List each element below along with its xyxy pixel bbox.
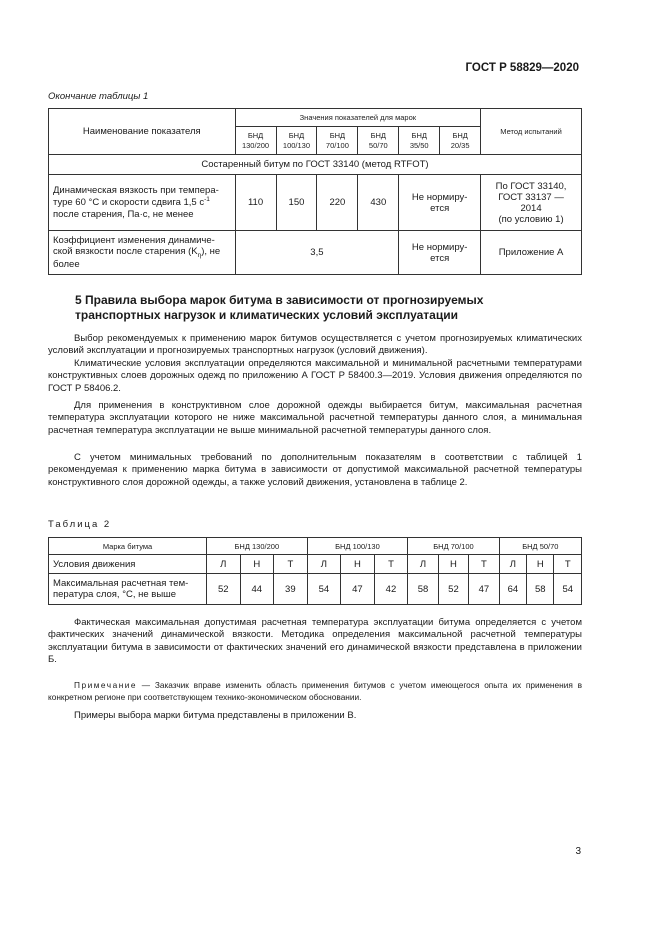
col-header-method: Метод испытаний <box>481 109 582 155</box>
grade-header: БНД 35/50 <box>399 127 440 155</box>
table-cell: 47 <box>469 574 500 605</box>
table-cell: Т <box>554 555 582 574</box>
table-cell: 64 <box>499 574 526 605</box>
table-cell: Т <box>469 555 500 574</box>
table-cell: 54 <box>554 574 582 605</box>
table-cell: 52 <box>438 574 468 605</box>
table-cell: Л <box>408 555 438 574</box>
table-1 <box>48 108 582 275</box>
table-cell: Н <box>438 555 468 574</box>
table-cell: Т <box>274 555 308 574</box>
not-normalized-cell: Не нормиру- ется <box>399 231 481 275</box>
table-cell: 42 <box>374 574 408 605</box>
col-header-grade: Марка битума <box>49 538 207 555</box>
grade-header: БНД 130/200 <box>235 127 276 155</box>
paragraph: Выбор рекомендуемых к применению марок битумов осуществляется с учетом прогнозируемых климатических условий эксплуатации и прогнозируемых транспортных нагрузок (условий движения). <box>48 333 582 357</box>
page-number: 3 <box>575 846 581 857</box>
table-2-caption: Таблица 2 <box>48 519 112 530</box>
note-label: Примечание <box>74 680 138 690</box>
col-header-values: Значения показателей для марок <box>235 109 481 127</box>
grade-header: БНД 130/200 <box>207 538 308 555</box>
value-cell: 430 <box>358 175 399 231</box>
method-cell: Приложение А <box>481 231 582 275</box>
grade-header: БНД 70/100 <box>408 538 499 555</box>
row-viscosity-coefficient-label: Коэффициент изменения динамиче- ской вязкости после старения $(K_\eta)$, не более <box>49 231 236 275</box>
note-text: — Заказчик вправе изменить область применения битумов с учетом имеющегося опыта их применения в конкретном регионе при соответствующем технико-экономическом обосновании. <box>48 680 582 702</box>
paragraph: С учетом минимальных требований по дополнительным показателям в соответствии с таблицей 1 рекомендуемая к применению марка битума в зависимости от допустимой максимальной расчетной температуры конструктивного слоя дорожной одежды, а также условий движения, установлена в таблице 2. <box>48 452 582 488</box>
row-dynamic-viscosity-label: Динамическая вязкость при темпера- туре 60 °C и скорости сдвига 1,5 $с^{-1}$ после старения, Па·с, не менее <box>49 175 236 231</box>
table-cell: Л <box>307 555 341 574</box>
paragraph: Фактическая максимальная допустимая расчетная температура эксплуатации битума определяется с учетом фактических значений динамической вязкости. Методика определения максимальной расчетной температуры эксплуатации битума в зависимости от фактических значений его динамической вязкости представлена в приложении Б. <box>48 617 582 666</box>
table-2 <box>48 537 582 605</box>
paragraph: Климатические условия эксплуатации определяются максимальной и минимальной расчетными температурами конструктивных слоев дорожных одежд по приложению А ГОСТ Р 58400.3—2019. Условия движения определяются по ГОСТ Р 58406.2. <box>48 358 582 394</box>
table-cell: Л <box>207 555 241 574</box>
paragraph: Для применения в конструктивном слое дорожной одежды выбирается битум, максимальная расчетная температура эксплуатации которого не ниже максимальной расчетной температуры данного слоя, а минимальная расчетная температура эксплуатации не выше минимальной расчетной температуры данного слоя. <box>48 400 582 436</box>
section-5-title: 5 Правила выбора марок битума в зависимости от прогнозируемых транспортных нагрузок и климатических условий эксплуатации <box>75 293 484 322</box>
table-cell: 58 <box>408 574 438 605</box>
value-cell: 150 <box>276 175 317 231</box>
table-cell: Н <box>527 555 554 574</box>
document-id: ГОСТ Р 58829—2020 <box>465 62 579 74</box>
value-cell: 110 <box>235 175 276 231</box>
section-row-aged-bitumen: Состаренный битум по ГОСТ 33140 (метод RTFOT) <box>49 155 582 175</box>
table-cell: 54 <box>307 574 341 605</box>
grade-header: БНД 20/35 <box>440 127 481 155</box>
grade-header: БНД 50/70 <box>358 127 399 155</box>
table-cell: 39 <box>274 574 308 605</box>
note <box>48 680 582 703</box>
col-header-indicator: Наименование показателя <box>49 109 236 155</box>
table-cell: 47 <box>341 574 375 605</box>
row-label-max-temperature: Максимальная расчетная тем- пература слоя, °C, не выше <box>49 574 207 605</box>
grade-header: БНД 50/70 <box>499 538 581 555</box>
table-cell: Н <box>341 555 375 574</box>
table-cell: Т <box>374 555 408 574</box>
table-cell: Л <box>499 555 526 574</box>
value-cell-merged: 3,5 <box>235 231 399 275</box>
table-cell: 52 <box>207 574 241 605</box>
grade-header: БНД 100/130 <box>307 538 408 555</box>
table-1-continuation-caption: Окончание таблицы 1 <box>48 91 149 102</box>
value-cell: 220 <box>317 175 358 231</box>
paragraph: Примеры выбора марки битума представлены в приложении В. <box>74 710 357 721</box>
table-cell: Н <box>240 555 274 574</box>
grade-header: БНД 70/100 <box>317 127 358 155</box>
row-label-traffic-conditions: Условия движения <box>49 555 207 574</box>
table-cell: 58 <box>527 574 554 605</box>
table-cell: 44 <box>240 574 274 605</box>
not-normalized-cell: Не нормиру- ется <box>399 175 481 231</box>
grade-header: БНД 100/130 <box>276 127 317 155</box>
method-cell: По ГОСТ 33140, ГОСТ 33137 — 2014 (по условию 1) <box>481 175 582 231</box>
